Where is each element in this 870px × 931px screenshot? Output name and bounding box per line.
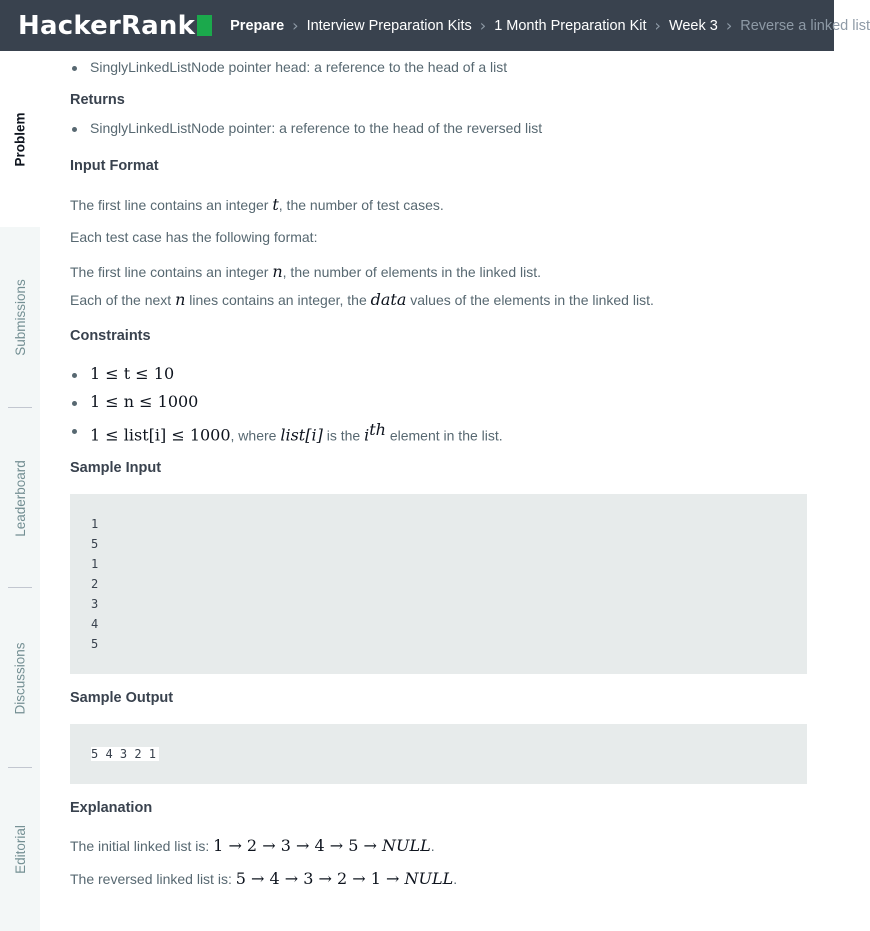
text: element in the list. bbox=[385, 427, 503, 444]
tab-editorial[interactable] bbox=[0, 768, 40, 931]
tab-discussions[interactable] bbox=[0, 588, 40, 768]
returns-heading: Returns bbox=[70, 92, 125, 108]
breadcrumb-week-3[interactable]: Week 3 bbox=[668, 17, 718, 34]
chevron-right-icon: › bbox=[725, 16, 733, 35]
input-format-line bbox=[70, 262, 541, 281]
returns-text: SinglyLinkedListNode pointer: a reference to the head of the reversed list bbox=[90, 120, 543, 136]
constraint-list bbox=[90, 420, 503, 445]
text: . bbox=[430, 838, 435, 854]
code-line: 5 4 3 2 1 bbox=[91, 747, 159, 761]
logo-text: HackerRank bbox=[18, 10, 196, 41]
code-line: 5 bbox=[91, 537, 99, 551]
text: , where bbox=[230, 427, 281, 444]
sample-output-heading: Sample Output bbox=[70, 690, 174, 706]
code-line: 5 bbox=[91, 637, 99, 651]
bullet-dot bbox=[72, 373, 77, 378]
tab-editorial-label: Editorial bbox=[12, 825, 28, 874]
logo-mark-icon bbox=[197, 15, 212, 36]
input-format-line bbox=[70, 290, 654, 309]
math-expr: 5 → 4 → 3 → 2 → 1 → bbox=[235, 869, 405, 888]
challenge-tabs bbox=[0, 51, 40, 931]
input-format-heading: Input Format bbox=[70, 158, 159, 174]
chevron-right-icon: › bbox=[292, 16, 299, 35]
math-expr: 1 ≤ list[i] ≤ 1000 bbox=[90, 425, 231, 445]
math-sup: th bbox=[369, 420, 386, 439]
input-format-line: Each test case has the following format: bbox=[70, 229, 318, 245]
code-line: 3 bbox=[91, 597, 99, 611]
math-expr: 1 → 2 → 3 → 4 → 5 → bbox=[213, 836, 382, 855]
text: is the bbox=[322, 427, 365, 444]
math-var: NULL bbox=[404, 869, 454, 888]
constraint-t: 1 ≤ t ≤ 10 bbox=[90, 364, 175, 383]
code-line: 1 bbox=[91, 557, 99, 571]
breadcrumb-current-challenge: Reverse a linked list bbox=[740, 17, 870, 34]
explanation-line bbox=[70, 836, 435, 855]
text: The first line contains an integer bbox=[70, 264, 273, 280]
text: lines contains an integer, the bbox=[185, 292, 371, 308]
top-nav bbox=[0, 0, 870, 51]
text: The reversed linked list is: bbox=[70, 871, 236, 887]
math-var: i bbox=[364, 425, 370, 445]
math-var: n bbox=[272, 262, 283, 281]
text: . bbox=[453, 871, 458, 887]
bullet-dot bbox=[72, 127, 77, 132]
bullet-dot bbox=[72, 429, 77, 434]
constraints-heading: Constraints bbox=[70, 328, 151, 344]
code-line: 4 bbox=[91, 617, 99, 631]
sample-input-code bbox=[70, 494, 807, 674]
chevron-right-icon: › bbox=[654, 16, 661, 35]
chevron-right-icon: › bbox=[479, 16, 487, 35]
text: The first line contains an integer bbox=[70, 197, 273, 213]
breadcrumb-1-month-kit[interactable]: 1 Month Preparation Kit bbox=[494, 17, 647, 34]
text: Each of the next bbox=[70, 292, 176, 308]
text: values of the elements in the linked list. bbox=[406, 292, 654, 308]
text: , the number of test cases. bbox=[278, 197, 444, 213]
math-var: data bbox=[370, 290, 407, 309]
tab-leaderboard[interactable] bbox=[0, 408, 40, 588]
sample-input-heading: Sample Input bbox=[70, 460, 162, 476]
breadcrumb-interview-kits[interactable]: Interview Preparation Kits bbox=[306, 17, 472, 34]
input-format-line bbox=[70, 195, 444, 214]
tab-problem-label: Problem bbox=[12, 111, 28, 167]
bullet-dot bbox=[72, 401, 77, 406]
math-var: NULL bbox=[381, 836, 431, 855]
code-line: 1 bbox=[91, 517, 99, 531]
sample-output-code bbox=[70, 724, 807, 784]
hackerrank-logo[interactable] bbox=[18, 11, 212, 41]
math-var: t bbox=[272, 195, 279, 214]
explanation-heading: Explanation bbox=[70, 800, 153, 816]
breadcrumb-prepare[interactable]: Prepare bbox=[230, 17, 285, 34]
math-var: n bbox=[175, 290, 186, 309]
param-head-text: SinglyLinkedListNode pointer head: a reference to the head of a list bbox=[90, 59, 508, 75]
math-var: list[i] bbox=[280, 425, 323, 445]
constraint-n: 1 ≤ n ≤ 1000 bbox=[90, 392, 199, 411]
text: The initial linked list is: bbox=[70, 838, 214, 854]
bullet-dot bbox=[72, 66, 77, 71]
text: , the number of elements in the linked list. bbox=[282, 264, 542, 280]
tab-submissions[interactable] bbox=[0, 227, 40, 407]
explanation-line bbox=[70, 869, 457, 888]
code-line: 2 bbox=[91, 577, 99, 591]
tab-leaderboard-label: Leaderboard bbox=[12, 459, 28, 537]
tab-discussions-label: Discussions bbox=[12, 641, 28, 715]
tab-submissions-label: Submissions bbox=[12, 278, 28, 356]
tab-problem[interactable] bbox=[0, 51, 40, 227]
